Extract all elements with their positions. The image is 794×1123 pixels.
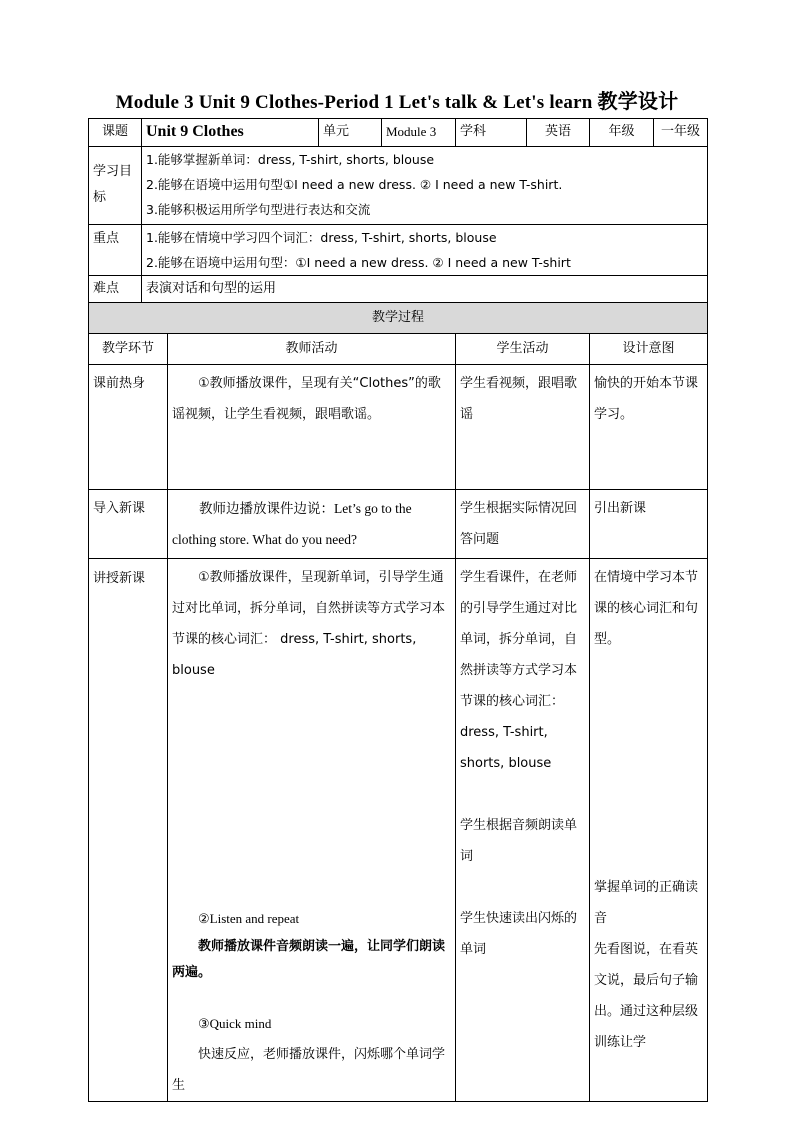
student-step-2: 学生根据音频朗读单词 — [460, 818, 578, 864]
student-step-3: 学生快速读出闪烁的单词 — [460, 911, 578, 957]
teacher-step-3-body: 快速反应，老师播放课件，闪烁哪个单词学生 — [172, 1047, 446, 1093]
column-stage: 教学环节 — [89, 334, 168, 365]
teacher-step-2-title: ②Listen and repeat — [198, 911, 300, 926]
teacher-step-1: ①教师播放课件，呈现新单词，引导学生通过对比单词，拆分单词，自然拼读等方式学习本节课的核心词汇： dress, T-shirt, shorts, blouse — [172, 570, 446, 678]
key-line: 1.能够在情境中学习四个词汇：dress, T-shirt, shorts, blouse — [146, 230, 497, 245]
intent-step-3: 先看图说，在看英文说，最后句子输出。通过这种层级训练让学 — [594, 942, 699, 1050]
goal-line: 2.能够在语境中运用句型①I need a new dress. ② I need a new T-shirt. — [146, 177, 563, 192]
process-heading: 教学过程 — [89, 303, 708, 334]
header-row — [89, 119, 708, 147]
column-student: 学生活动 — [456, 334, 590, 365]
teacher-step-3-title: ③Quick mind — [198, 1016, 272, 1031]
intent-step-2: 掌握单词的正确读音 — [594, 880, 699, 926]
intent-new-lesson — [590, 559, 708, 1102]
grade-label: 年级 — [590, 119, 654, 147]
difficulty-row — [89, 276, 708, 303]
topic-value: Unit 9 Clothes — [142, 119, 319, 147]
stage-intro: 导入新课 — [89, 490, 168, 559]
teacher-activity-warmup: ①教师播放课件，呈现有关“Clothes”的歌谣视频，让学生看视频，跟唱歌谣。 — [168, 365, 456, 490]
subject-value: 英语 — [527, 119, 590, 147]
intent-intro: 引出新课 — [590, 490, 708, 559]
column-intent: 设计意图 — [590, 334, 708, 365]
teacher-activity-new-lesson — [168, 559, 456, 1102]
process-heading-row — [89, 303, 708, 334]
teacher-activity-intro: 教师边播放课件边说：Let’s go to the clothing store. What do you need? — [168, 490, 456, 559]
column-teacher: 教师活动 — [168, 334, 456, 365]
process-row-intro — [89, 490, 708, 559]
student-activity-warmup: 学生看视频，跟唱歌谣 — [456, 365, 590, 490]
goals-row — [89, 147, 708, 225]
difficulty-value: 表演对话和句型的运用 — [142, 276, 708, 303]
goals-content — [142, 147, 708, 225]
goal-line: 1.能够掌握新单词：dress, T-shirt, shorts, blouse — [146, 152, 435, 167]
subject-label: 学科 — [456, 119, 527, 147]
student-step-1: 学生看课件，在老师的引导学生通过对比单词，拆分单词，自然拼读等方式学习本节课的核心词汇： dress, T-shirt, shorts, blouse — [460, 570, 578, 771]
goal-line: 3.能够积极运用所学句型进行表达和交流 — [146, 202, 371, 217]
difficulty-label: 难点 — [89, 276, 142, 303]
intent-warmup: 愉快的开始本节课学习。 — [590, 365, 708, 490]
unit-label: 单元 — [319, 119, 382, 147]
document-title: Module 3 Unit 9 Clothes-Period 1 Let's talk & Let's learn 教学设计 — [115, 89, 679, 113]
intent-step-1: 在情境中学习本节课的核心词汇和句型。 — [594, 570, 699, 647]
student-activity-new-lesson — [456, 559, 590, 1102]
unit-value: Module 3 — [382, 119, 456, 147]
process-column-headers — [89, 334, 708, 365]
lesson-plan-table — [88, 118, 708, 1102]
grade-value: 一年级 — [654, 119, 708, 147]
student-activity-intro: 学生根据实际情况回答问题 — [456, 490, 590, 559]
process-row-warmup — [89, 365, 708, 490]
teacher-step-2-body: 教师播放课件音频朗读一遍，让同学们朗读两遍。 — [172, 939, 446, 980]
key-row — [89, 225, 708, 276]
goals-label: 学习目标 — [89, 147, 142, 225]
key-line: 2.能够在语境中运用句型：①I need a new dress. ② I need a new T-shirt — [146, 255, 571, 270]
process-row-new-lesson — [89, 559, 708, 1102]
stage-warmup: 课前热身 — [89, 365, 168, 490]
key-label: 重点 — [89, 225, 142, 276]
key-content — [142, 225, 708, 276]
topic-label: 课题 — [89, 119, 142, 147]
stage-new-lesson: 讲授新课 — [89, 559, 168, 1102]
